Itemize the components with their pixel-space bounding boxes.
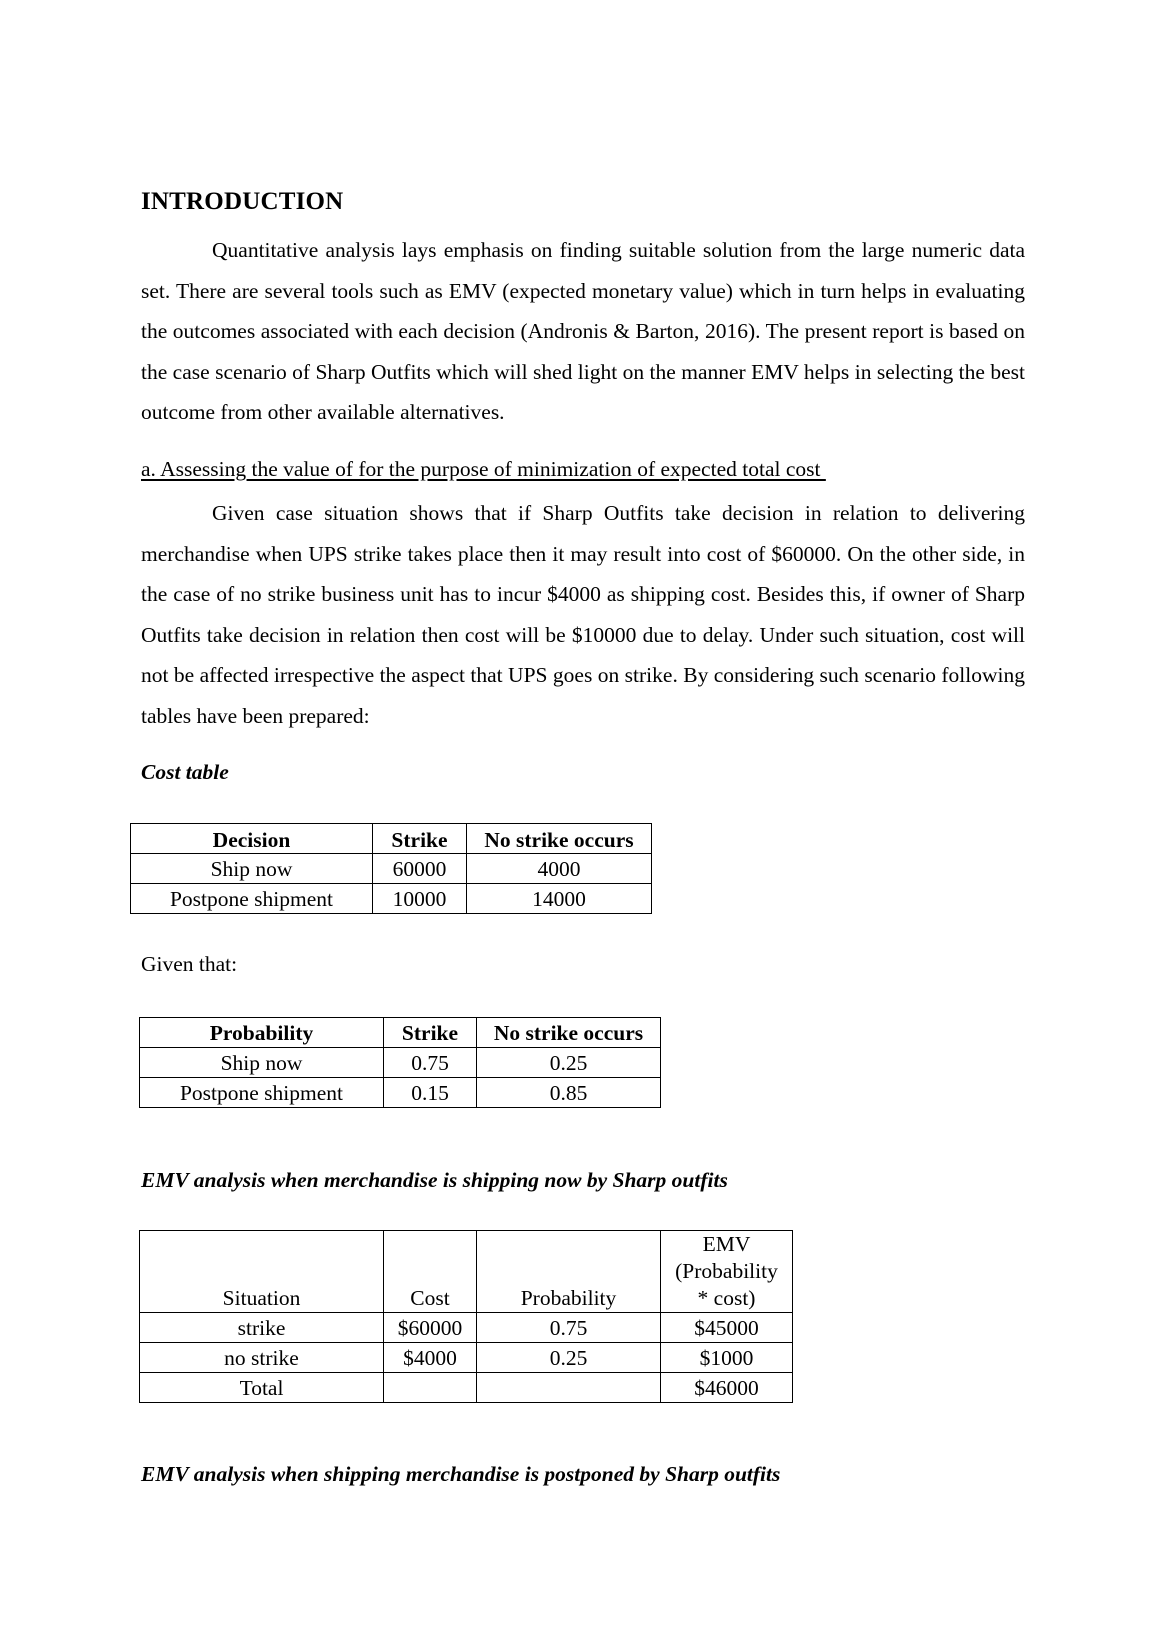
header-line: * cost) [697, 1286, 756, 1310]
column-header: No strike occurs [467, 824, 652, 854]
table-row [140, 1078, 661, 1108]
table-header-row [140, 1231, 793, 1313]
table-cell: $4000 [384, 1343, 477, 1373]
table-cell: 0.75 [384, 1048, 477, 1078]
table-cell: $1000 [661, 1343, 793, 1373]
table-row [140, 1343, 793, 1373]
section-a-heading: a. Assessing the value of for the purpose of minimization of expected total cost [141, 457, 826, 481]
table-cell: Total [140, 1373, 384, 1403]
table-cell: 0.85 [477, 1078, 661, 1108]
cost-table-caption: Cost table [141, 760, 229, 784]
column-header: Probability [140, 1018, 384, 1048]
table-cell: 4000 [467, 854, 652, 884]
table-cell: $46000 [661, 1373, 793, 1403]
column-header: No strike occurs [477, 1018, 661, 1048]
table-cell: 0.75 [477, 1313, 661, 1343]
table-cell: strike [140, 1313, 384, 1343]
table-row-total [140, 1373, 793, 1403]
column-header: Strike [384, 1018, 477, 1048]
table-cell: $45000 [661, 1313, 793, 1343]
emv-postponed-caption: EMV analysis when shipping merchandise is postponed by Sharp outfits [141, 1462, 781, 1486]
section-heading-introduction: INTRODUCTION [141, 188, 344, 215]
table-row [131, 884, 652, 914]
table-cell: $60000 [384, 1313, 477, 1343]
table-cell [477, 1373, 661, 1403]
column-header: Cost [384, 1231, 477, 1313]
emv-ship-now-table [139, 1230, 793, 1403]
table-row [131, 854, 652, 884]
table-cell: Postpone shipment [140, 1078, 384, 1108]
table-row [140, 1313, 793, 1343]
table-header-row [140, 1018, 661, 1048]
table-cell [384, 1373, 477, 1403]
table-cell: Postpone shipment [131, 884, 373, 914]
intro-paragraph: Quantitative analysis lays emphasis on finding suitable solution from the large numeric data set. There are several tools such as EMV (expected monetary value) which in turn helps in evaluating the outcomes associated with each decision (Andronis & Barton, 2016). The present report is based on the case scenario of Sharp Outfits which will shed light on the manner EMV helps in selecting the best outcome from other available alternatives. [141, 238, 1025, 424]
table-cell: 14000 [467, 884, 652, 914]
table-cell: 0.25 [477, 1343, 661, 1373]
column-header: Decision [131, 824, 373, 854]
table-cell: no strike [140, 1343, 384, 1373]
table-cell: 10000 [373, 884, 467, 914]
cost-table [130, 823, 652, 914]
table-cell: 60000 [373, 854, 467, 884]
table-cell: Ship now [131, 854, 373, 884]
section-a-paragraph: Given case situation shows that if Sharp Outfits take decision in relation to delivering merchandise when UPS strike takes place then it may result into cost of $60000. On the other side, in the case of no strike business unit has to incur $4000 as shipping cost. Besides this, if owner of Sharp Outfits take decision in relation then cost will be $10000 due to delay. Under such situation, cost will not be affected irrespective the aspect that UPS goes on strike. By considering such scenario following tables have been prepared: [141, 501, 1025, 728]
probability-table [139, 1017, 661, 1108]
column-header: Strike [373, 824, 467, 854]
table-row [140, 1048, 661, 1078]
table-cell: 0.15 [384, 1078, 477, 1108]
column-header: Situation [140, 1231, 384, 1313]
emv-ship-now-caption: EMV analysis when merchandise is shipping now by Sharp outfits [141, 1168, 728, 1192]
table-cell: 0.25 [477, 1048, 661, 1078]
given-that-label: Given that: [141, 952, 238, 976]
header-line: EMV [702, 1232, 751, 1256]
column-header: Probability [477, 1231, 661, 1313]
header-line: (Probability [675, 1259, 778, 1283]
column-header-emv [661, 1231, 793, 1313]
table-header-row [131, 824, 652, 854]
table-cell: Ship now [140, 1048, 384, 1078]
